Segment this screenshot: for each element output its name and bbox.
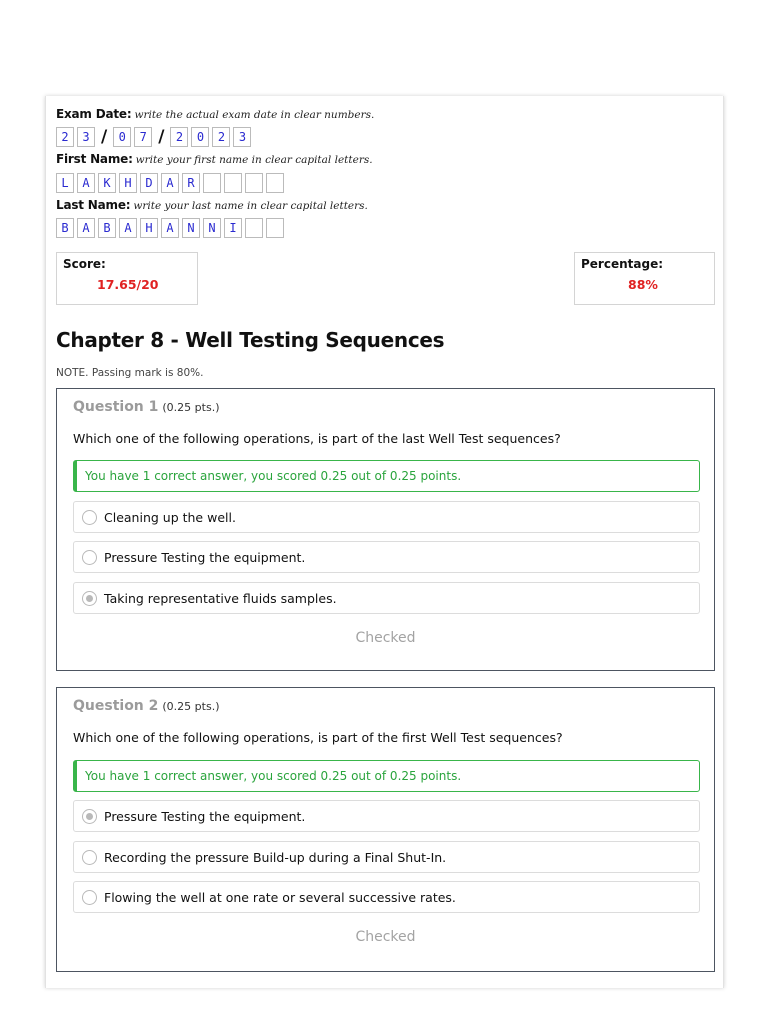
- percentage-label: Percentage:: [581, 257, 664, 271]
- exam-date-boxes: [56, 127, 254, 147]
- radio-icon[interactable]: [82, 550, 97, 565]
- score-value: 17.65/20: [97, 277, 159, 292]
- first-name-boxes: [56, 173, 287, 193]
- date-year-digit[interactable]: 2: [212, 127, 230, 147]
- last-name-letter[interactable]: I: [224, 218, 242, 238]
- first-name-letter[interactable]: A: [77, 173, 95, 193]
- radio-icon[interactable]: [82, 890, 97, 905]
- percentage-value: 88%: [628, 277, 658, 292]
- last-name-letter[interactable]: A: [161, 218, 179, 238]
- last-name-label: Last Name:: [56, 198, 131, 212]
- first-name-letter[interactable]: L: [56, 173, 74, 193]
- exam-date-hint: write the actual exam date in clear numbers.: [134, 109, 375, 121]
- last-name-letter[interactable]: N: [182, 218, 200, 238]
- last-name-letter[interactable]: [266, 218, 284, 238]
- date-year-digit[interactable]: 2: [170, 127, 188, 147]
- radio-selected-icon[interactable]: [82, 591, 97, 606]
- first-name-label: First Name:: [56, 152, 133, 166]
- first-name-letter[interactable]: [224, 173, 242, 193]
- date-separator: /: [158, 127, 165, 147]
- first-name-letter[interactable]: A: [161, 173, 179, 193]
- question-points: (0.25 pts.): [162, 700, 220, 713]
- last-name-letter[interactable]: A: [119, 218, 137, 238]
- first-name-letter[interactable]: R: [182, 173, 200, 193]
- last-name-letter[interactable]: N: [203, 218, 221, 238]
- date-year-digit[interactable]: 0: [191, 127, 209, 147]
- answer-option[interactable]: [73, 582, 700, 614]
- last-name-hint: write your last name in clear capital letters.: [133, 200, 368, 212]
- date-day-digit[interactable]: 3: [77, 127, 95, 147]
- question-points: (0.25 pts.): [162, 401, 220, 414]
- exam-date-label: Exam Date:: [56, 107, 132, 121]
- answer-option-text: Pressure Testing the equipment.: [104, 550, 306, 565]
- first-name-letter[interactable]: K: [98, 173, 116, 193]
- question-header: [73, 396, 220, 415]
- last-name-boxes: [56, 218, 287, 238]
- checked-status: Checked: [355, 929, 416, 945]
- passing-note: NOTE. Passing mark is 80%.: [56, 367, 204, 379]
- date-month-digit[interactable]: 0: [113, 127, 131, 147]
- answer-option-text: Pressure Testing the equipment.: [104, 809, 306, 824]
- checked-status: Checked: [355, 630, 416, 646]
- answer-option-text: Flowing the well at one rate or several successive rates.: [104, 890, 456, 905]
- last-name-letter[interactable]: A: [77, 218, 95, 238]
- answer-option[interactable]: [73, 800, 700, 832]
- answer-option[interactable]: [73, 501, 700, 533]
- first-name-letter[interactable]: [245, 173, 263, 193]
- answer-option-text: Recording the pressure Build-up during a Final Shut-In.: [104, 850, 447, 865]
- first-name-letter[interactable]: [203, 173, 221, 193]
- radio-icon[interactable]: [82, 510, 97, 525]
- score-box: [56, 252, 198, 305]
- date-month-digit[interactable]: 7: [134, 127, 152, 147]
- first-name-letter[interactable]: [266, 173, 284, 193]
- answer-option[interactable]: [73, 881, 700, 913]
- answer-option[interactable]: [73, 841, 700, 873]
- date-day-digit[interactable]: 2: [56, 127, 74, 147]
- question-text: Which one of the following operations, is part of the last Well Test sequences?: [73, 431, 561, 446]
- question-text: Which one of the following operations, is part of the first Well Test sequences?: [73, 730, 563, 745]
- score-label: Score:: [63, 257, 106, 271]
- question-card: [56, 388, 715, 671]
- date-separator: /: [101, 127, 108, 147]
- answer-option[interactable]: [73, 541, 700, 573]
- first-name-letter[interactable]: D: [140, 173, 158, 193]
- question-number: Question 1: [73, 399, 159, 415]
- answer-option-text: Taking representative fluids samples.: [104, 591, 337, 606]
- last-name-letter[interactable]: [245, 218, 263, 238]
- percentage-box: [574, 252, 715, 305]
- feedback-banner: You have 1 correct answer, you scored 0.25 out of 0.25 points.: [73, 760, 700, 792]
- exam-date-label-row: [56, 107, 374, 121]
- last-name-letter[interactable]: H: [140, 218, 158, 238]
- last-name-letter[interactable]: B: [56, 218, 74, 238]
- last-name-label-row: [56, 198, 368, 212]
- answer-option-text: Cleaning up the well.: [104, 510, 236, 525]
- first-name-hint: write your first name in clear capital letters.: [135, 154, 373, 166]
- first-name-label-row: [56, 152, 373, 166]
- question-number: Question 2: [73, 698, 159, 714]
- question-header: [73, 695, 220, 714]
- radio-selected-icon[interactable]: [82, 809, 97, 824]
- question-card: [56, 687, 715, 972]
- feedback-banner: You have 1 correct answer, you scored 0.25 out of 0.25 points.: [73, 460, 700, 492]
- last-name-letter[interactable]: B: [98, 218, 116, 238]
- date-year-digit[interactable]: 3: [233, 127, 251, 147]
- first-name-letter[interactable]: H: [119, 173, 137, 193]
- radio-icon[interactable]: [82, 850, 97, 865]
- chapter-title: Chapter 8 - Well Testing Sequences: [56, 328, 445, 352]
- exam-sheet: [45, 96, 724, 988]
